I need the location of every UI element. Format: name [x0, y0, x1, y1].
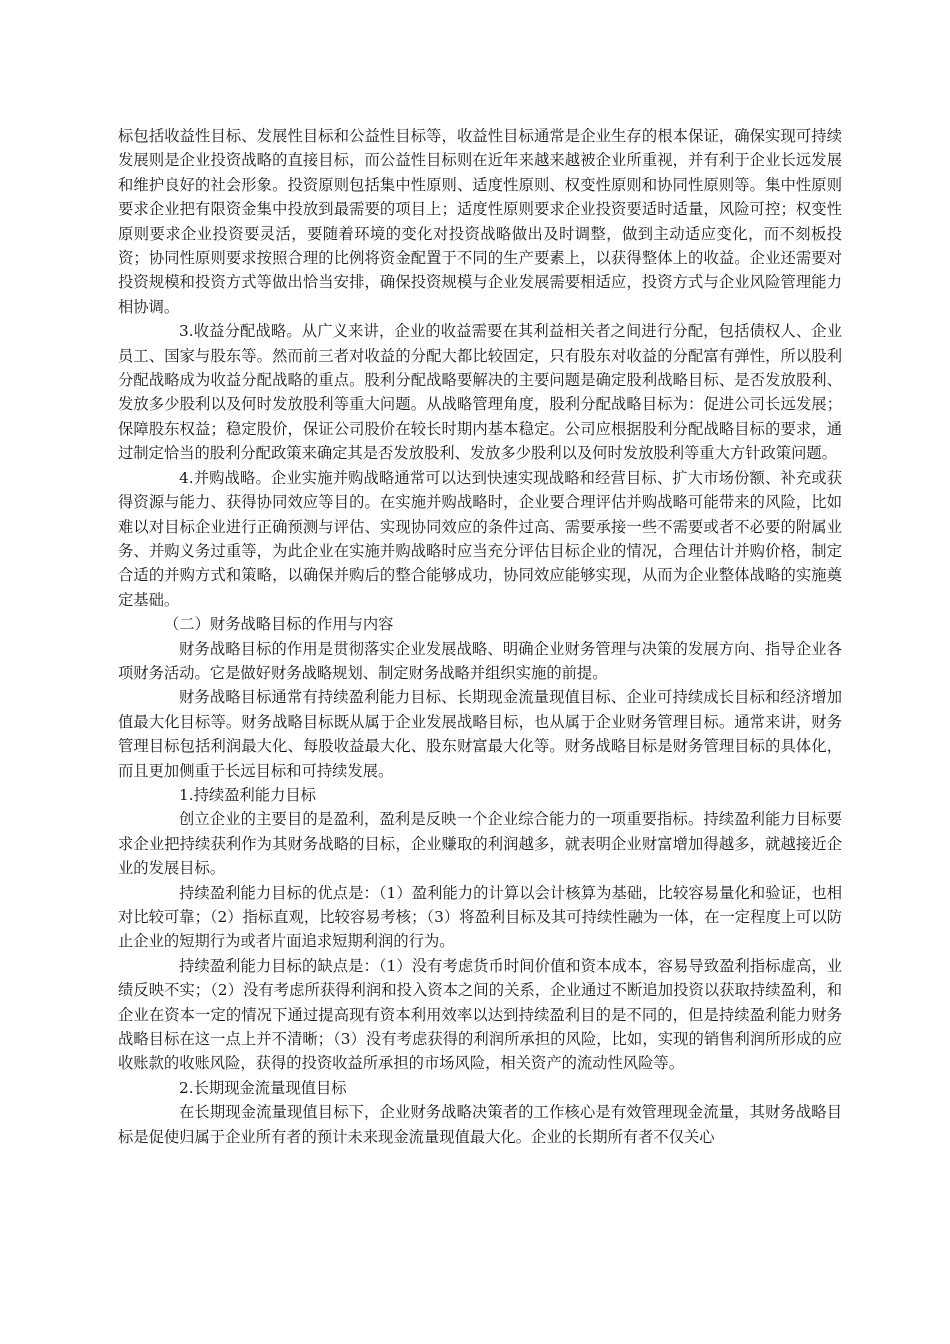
paragraph-profit-distribution-strategy: 3.收益分配战略。从广义来讲，企业的收益需要在其利益相关者之间进行分配，包括债权人、企业员工、国家与股东等。然而前三者对收益的分配大都比较固定，只有股东对收益的分配富有弹性，所以股利分配战略成为收益分配战略的重点。股利分配战略要解决的主要问题是确定股利战略目标、是否发放股利、发放多少股利以及何时发放股利等重大问题。从战略管理角度，股利分配战略目标为：促进公司长远发展；保障股东权益；稳定股价，保证公司股价在较长时期内基本稳定。公司应根据股利分配战略目标的要求，通过制定恰当的股利分配政策来确定其是否发放股利、发放多少股利以及何时发放股利等重大方针政策问题。	[118, 322, 842, 463]
paragraph-goal-role: 财务战略目标的作用是贯彻落实企业发展战略、明确企业财务管理与决策的发展方向、指导企业各项财务活动。它是做好财务战略规划、制定财务战略并组织实施的前提。	[118, 639, 842, 682]
paragraph-profitability-disadvantages: 持续盈利能力目标的缺点是：（1）没有考虑货币时间价值和资本成本，容易导致盈利指标虚高，业绩反映不实；（2）没有考虑所获得利润和投入资本之间的关系，企业通过不断追加投资以获取持续盈利，和企业在资本一定的情况下通过提高现有资本利用效率以达到持续盈利目的是不同的，但是持续盈利能力财务战略目标在这一点上并不清晰；（3）没有考虑获得的利润所承担的风险，比如，实现的销售利润所形成的应收账款的收账风险，获得的投资收益所承担的市场风险，相关资产的流动性风险等。	[118, 956, 842, 1073]
paragraph-investment-goals: 标包括收益性目标、发展性目标和公益性目标等，收益性目标通常是企业生存的根本保证，确保实现可持续发展则是企业投资战略的直接目标，而公益性目标则在近年来越来越被企业所重视，并有利于企业长远发展和维护良好的社会形象。投资原则包括集中性原则、适度性原则、权变性原则和协同性原则等。集中性原则要求企业把有限资金集中投放到最需要的项目上；适度性原则要求企业投资要适时适量，风险可控；权变性原则要求企业投资要灵活，要随着环境的变化对投资战略做出及时调整，做到主动适应变化，而不刻板投资；协同性原则要求按照合理的比例将资金配置于不同的生产要素上，以获得整体上的收益。企业还需要对投资规模和投资方式等做出恰当安排，确保投资规模与企业发展需要相适应，投资方式与企业风险管理能力相协调。	[118, 127, 842, 316]
paragraph-cash-flow-goal: 在长期现金流量现值目标下，企业财务战略决策者的工作核心是有效管理现金流量，其财务战略目标是促使归属于企业所有者的预计未来现金流量现值最大化。企业的长期所有者不仅关心	[118, 1103, 842, 1146]
document-body	[118, 124, 842, 1149]
subheading-long-term-cash-flow: 2.长期现金流量现值目标	[179, 1078, 347, 1097]
paragraph-profitability-advantages: 持续盈利能力目标的优点是：（1）盈利能力的计算以会计核算为基础，比较容易量化和验证，也相对比较可靠；（2）指标直观，比较容易考核；（3）将盈利目标及其可持续性融为一体，在一定程度上可以防止企业的短期行为或者片面追求短期利润的行为。	[118, 883, 842, 951]
section-heading-financial-strategy-goals: （二）财务战略目标的作用与内容	[164, 615, 394, 634]
paragraph-goal-types: 财务战略目标通常有持续盈利能力目标、长期现金流量现值目标、企业可持续成长目标和经济增加值最大化目标等。财务战略目标既从属于企业发展战略目标，也从属于企业财务管理目标。通常来讲，财务管理目标包括利润最大化、每股收益最大化、股东财富最大化等。财务战略目标是财务管理目标的具体化，而且更加侧重于长远目标和可持续发展。	[118, 688, 842, 780]
paragraph-merger-strategy: 4.并购战略。企业实施并购战略通常可以达到快速实现战略和经营目标、扩大市场份额、补充或获得资源与能力、获得协同效应等目的。在实施并购战略时，企业要合理评估并购战略可能带来的风险，比如难以对目标企业进行正确预测与评估、实现协同效应的条件过高、需要承接一些不需要或者不必要的附属业务、并购义务过重等，为此企业在实施并购战略时应当充分评估目标企业的情况，合理估计并购价格，制定合适的并购方式和策略，以确保并购后的整合能够成功，协同效应能够实现，从而为企业整体战略的实施奠定基础。	[118, 468, 842, 609]
paragraph-profitability-definition: 创立企业的主要目的是盈利，盈利是反映一个企业综合能力的一项重要指标。持续盈利能力目标要求企业把持续获利作为其财务战略的目标，企业赚取的利润越多，就表明企业财富增加得越多，就越接近企业的发展目标。	[118, 810, 842, 878]
subheading-sustained-profitability: 1.持续盈利能力目标	[179, 785, 316, 804]
